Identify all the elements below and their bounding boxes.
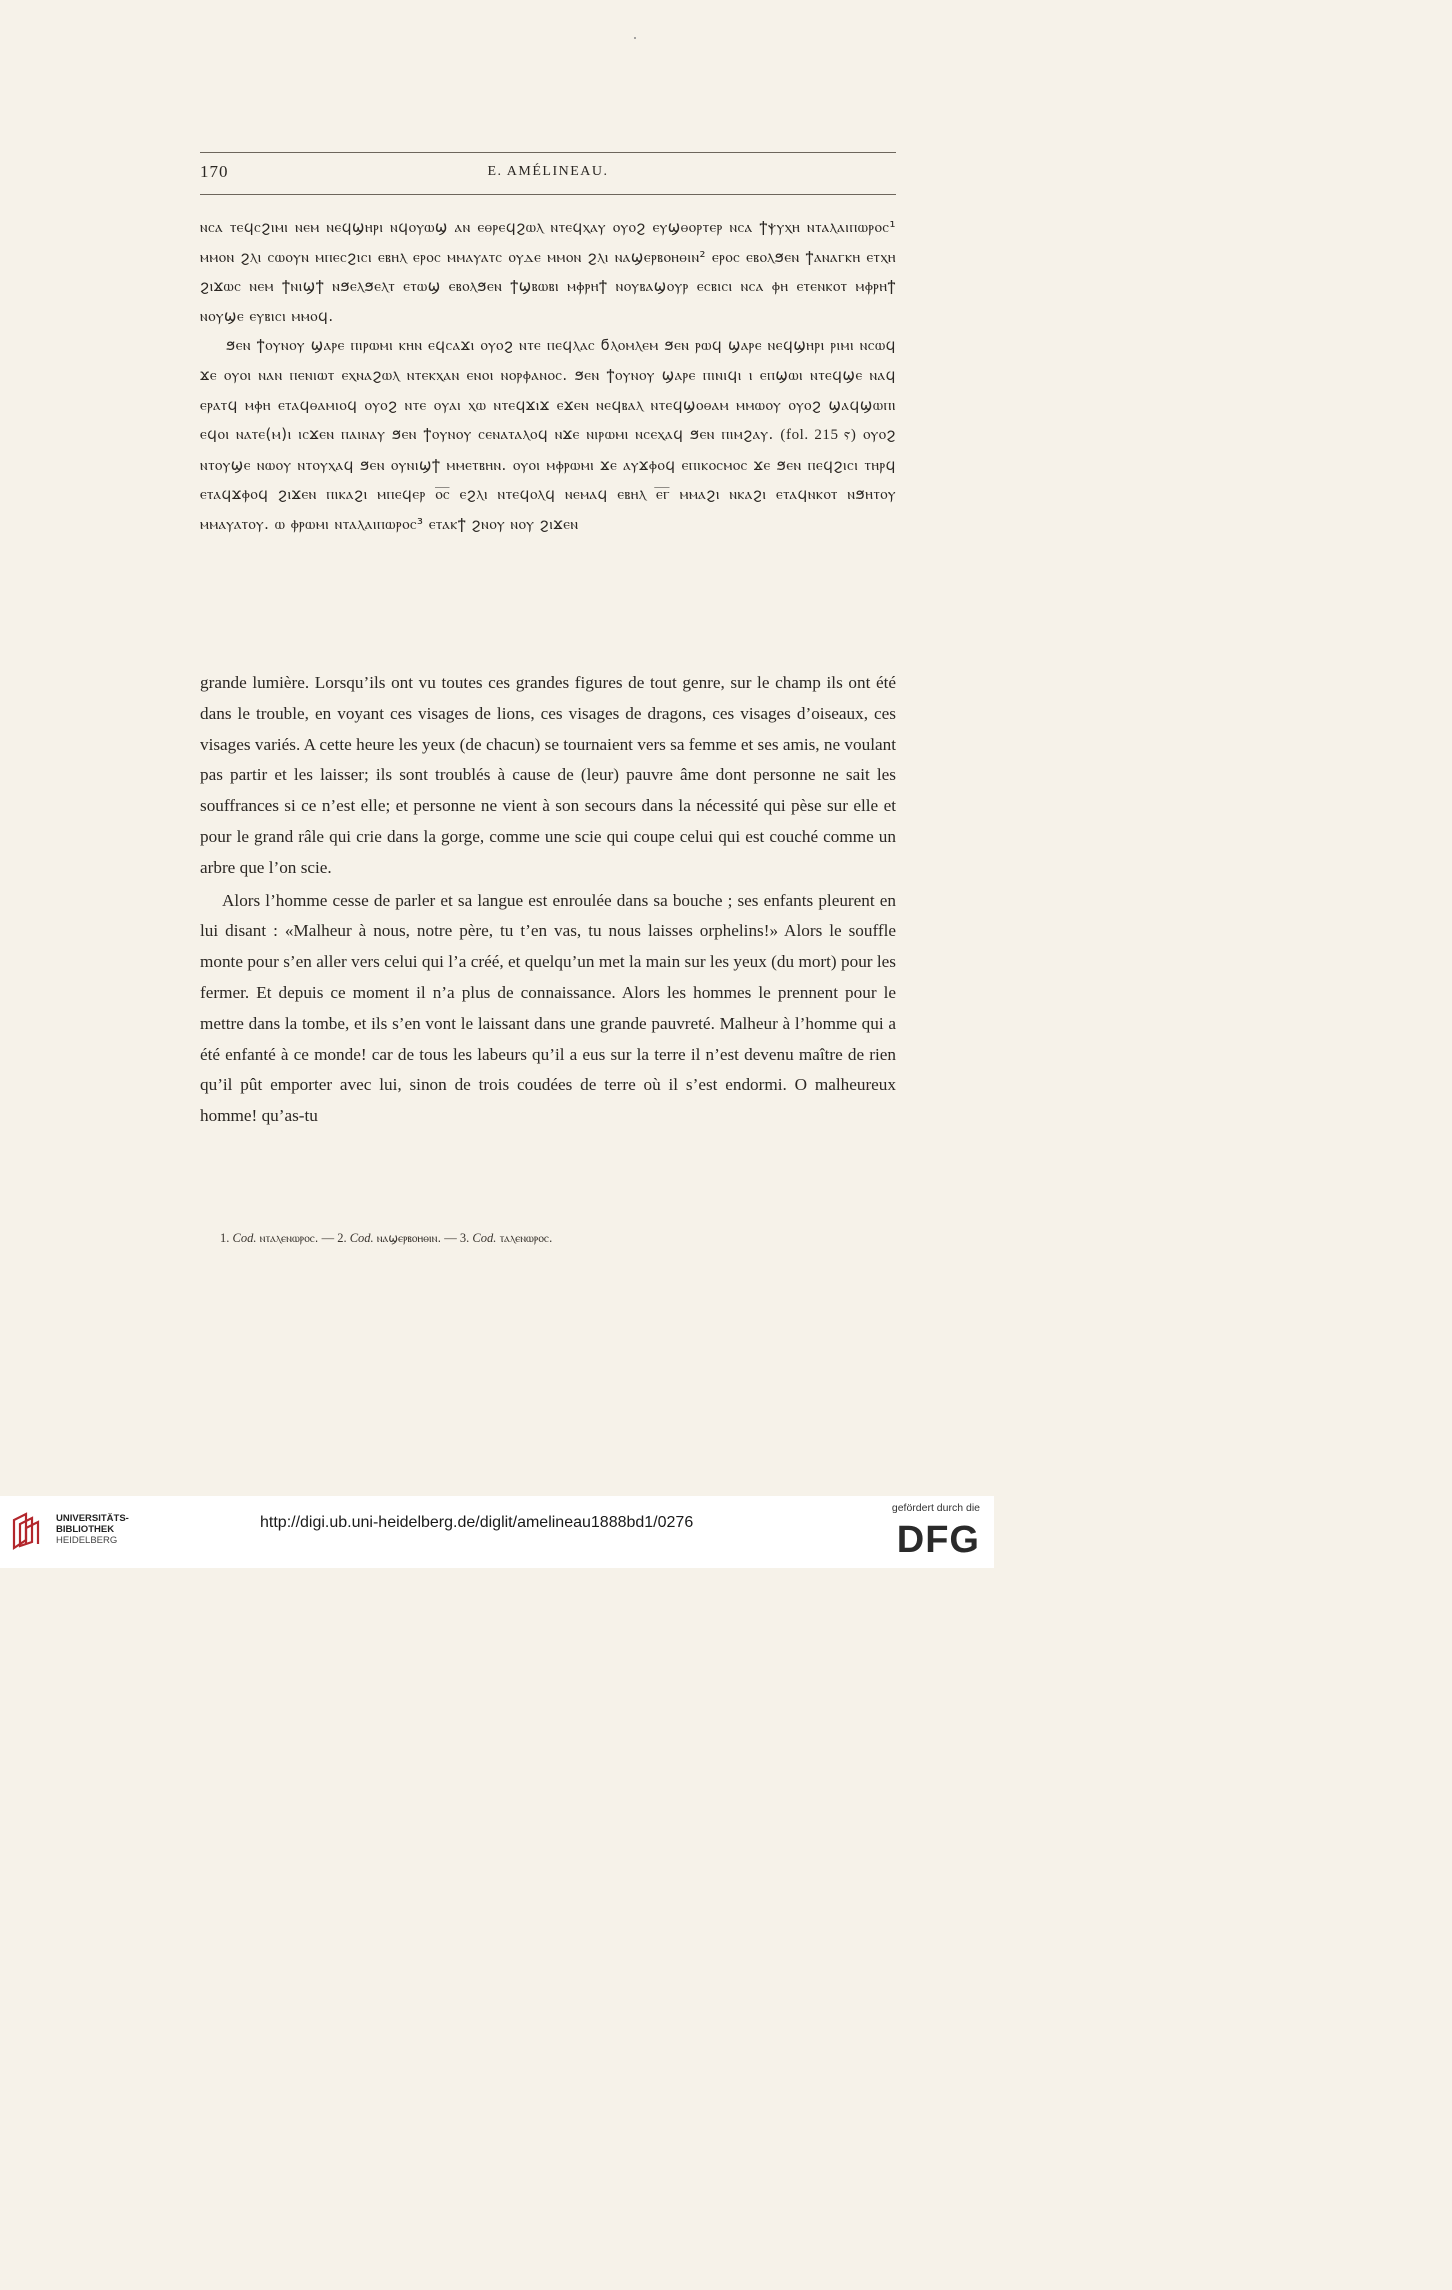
speck [634, 37, 636, 39]
footnote-3-text: ⲧⲁⲗⲉⲛⲱⲣⲟⲥ. [499, 1231, 553, 1245]
library-name-line-3: HEIDELBERG [56, 1535, 118, 1546]
coptic-paragraph-2 [200, 331, 896, 539]
header-rule [200, 194, 896, 195]
footnote-1-text: ⲛⲧⲁⲗⲉⲛⲱⲣⲟⲥ. [259, 1231, 319, 1245]
permalink-url[interactable]: http://digi.ub.uni-heidelberg.de/diglit/amelineau1888bd1/0276 [260, 1514, 694, 1531]
university-library-logo-icon[interactable] [10, 1510, 48, 1552]
coptic-text [200, 213, 896, 540]
coptic-paragraph-1: ⲛⲥⲁ ⲧⲉϥⲥϩⲓⲙⲓ ⲛⲉⲙ ⲛⲉϥϣⲏⲣⲓ ⲛϥⲟⲩⲱϣ ⲁⲛ ⲉⲑⲣⲉϥϩⲱⲗ ⲛⲧⲉϥⲭⲁⲩ ⲟⲩⲟϩ ⲉⲩϣⲑⲟⲣⲧⲉⲣ ⲛⲥⲁ ϯⲯⲩⲭⲏ ⲛⲧⲁⲗⲁⲓⲡⲱⲣⲟⲥ¹ ⲙⲙⲟⲛ ϩⲗⲓ ⲥⲱⲟⲩⲛ ⲙⲡⲉⲥϩⲓⲥⲓ ⲉⲃⲏⲗ ⲉⲣⲟⲥ ⲙⲙⲁⲩⲁⲧⲥ ⲟⲩⲇⲉ ⲙⲙⲟⲛ ϩⲗⲓ ⲛⲁϣⲉⲣⲃⲟⲏⲑⲓⲛ² ⲉⲣⲟⲥ ⲉⲃⲟⲗϧⲉⲛ ϯⲁⲛⲁⲅⲕⲏ ⲉⲧⲭⲏ ϩⲓϫⲱⲥ ⲛⲉⲙ ϯⲛⲓϣϯ ⲛϧⲉⲗϧⲉⲗⲧ ⲉⲧⲱϣ ⲉⲃⲟⲗϧⲉⲛ ϯϣⲃⲱⲃⲓ ⲙⲫⲣⲏϯ ⲛⲟⲩⲃⲁϣⲟⲩⲣ ⲉⲥⲃⲓⲥⲓ ⲛⲥⲁ ⲫⲏ ⲉⲧⲉⲛⲕⲟⲧ ⲙⲫⲣⲏϯ ⲛⲟⲩϣⲉ ⲉⲩⲃⲓⲥⲓ ⲙⲙⲟϥ. [200, 219, 896, 325]
library-name [56, 1513, 129, 1546]
dfg-logo: DFG [896, 1519, 980, 1561]
footnote-2-text: ⲛⲁϣⲉⲣⲃⲟⲏⲑⲓⲛ. [376, 1231, 442, 1245]
footnote-separator-2: — [444, 1231, 457, 1245]
document-page [0, 0, 994, 1568]
page-number: 170 [200, 162, 229, 181]
coptic-paragraph-2-end: ⲟⲩⲟϩ ⲛⲧⲟⲩϣⲉ ⲛⲱⲟⲩ ⲛⲧⲟⲩⲭⲁϥ ϧⲉⲛ ⲟⲩⲛⲓϣϯ ⲙⲙⲉⲧⲃⲏⲛ. ⲟⲩⲟⲓ ⲙⲫⲣⲱⲙⲓ ϫⲉ ⲁⲩϫⲫⲟϥ ⲉⲡⲓⲕⲟⲥⲙⲟⲥ ϫⲉ ϧⲉⲛ ⲡⲉϥϩⲓⲥⲓ ⲧⲏⲣϥ ⲉⲧⲁϥϫⲫⲟϥ ϩⲓϫⲉⲛ ⲡⲓⲕⲁϩⲓ ⲙⲡⲉϥⲉⲣ ⲟ̅ⲥ̅ ⲉϩⲗⲓ ⲛⲧⲉϥⲟⲗϥ ⲛⲉⲙⲁϥ ⲉⲃⲏⲗ ⲉ̅ⲅ̅ ⲙⲙⲁϩⲓ ⲛⲕⲁϩⲓ ⲉⲧⲁϥⲛⲕⲟⲧ ⲛϧⲏⲧⲟⲩ ⲙⲙⲁⲩⲁⲧⲟⲩ. ⲱ ⲫⲣⲱⲙⲓ ⲛⲧⲁⲗⲁⲓⲡⲱⲣⲟⲥ³ ⲉⲧⲁⲕϯ ϩⲛⲟⲩ ⲛⲟⲩ ϩⲓϫⲉⲛ [200, 426, 896, 533]
digitization-footer [0, 1496, 994, 1568]
footnote-3-cod: Cod. [472, 1231, 497, 1245]
footnote-2-cod: Cod. [349, 1231, 374, 1245]
french-paragraph-1: grande lumière. Lorsqu’ils ont vu toutes ces grandes figures de tout genre, sur le champ ils ont été dans le trouble, en voyant ces visages de lions, ces visages de dragons, ces visages d’oiseaux, ces visages variés. A cette heure les yeux (de chacun) se tournaient vers sa femme et ses amis, ne voulant pas partir et les laisser; ils sont troublés à cause de (leur) pauvre âme dont personne ne sait les souffrances si ce n’est elle; et personne ne vient à son secours dans la nécessité qui pèse sur elle et pour le grand râle qui crie dans la gorge, comme une scie qui coupe celui qui est couché comme un arbre que l’on scie. [200, 673, 896, 877]
running-head: E. AMÉLINEAU. [487, 164, 609, 179]
footnote-1-cod: Cod. [232, 1231, 257, 1245]
folio-reference: (fol. 215 ⲋ) [780, 427, 857, 444]
library-name-line-1: UNIVERSITÄTS- [56, 1513, 129, 1524]
page-header [200, 160, 896, 184]
footnote-1-number: 1. [220, 1231, 230, 1245]
library-name-line-2: BIBLIOTHEK [56, 1524, 115, 1535]
top-rule [200, 152, 896, 153]
funding-caption: gefördert durch die [891, 1502, 980, 1514]
french-paragraph-2: Alors l’homme cesse de parler et sa langue est enroulée dans sa bouche ; ses enfants pleurent en lui disant : «Malheur à nous, notre père, tu t’en vas, tu nous laisses orphelins!» Alors le souffle monte pour s’en aller vers celui qui l’a créé, et quelqu’un met la main sur les yeux (du mort) pour les fermer. Et depuis ce moment il n’a plus de connaissance. Alors les hommes le prennent pour le mettre dans la tombe, et ils s’en vont le laissant dans une grande pauvreté. Malheur à l’homme qui a été enfanté à ce monde! car de tous les labeurs qu’il a eus sur la terre il n’est devenu maître de rien qu’il pût emporter avec lui, sinon de trois coudées de terre où il s’est endormi. O malheureux homme! qu’as-tu [200, 890, 896, 1126]
footnotes [220, 1231, 896, 1246]
footnote-3-number: 3. [459, 1231, 470, 1245]
footnote-2-number: 2. [337, 1231, 347, 1245]
french-translation [200, 668, 896, 1132]
coptic-paragraph-2-start: ϧⲉⲛ ϯⲟⲩⲛⲟⲩ ϣⲁⲣⲉ ⲡⲓⲣⲱⲙⲓ ⲕⲏⲛ ⲉϥⲥⲁϫⲓ ⲟⲩⲟϩ ⲛⲧⲉ ⲡⲉϥⲗⲁⲥ ϭⲗⲟⲙⲗⲉⲙ ϧⲉⲛ ⲣⲱϥ ϣⲁⲣⲉ ⲛⲉϥϣⲏⲣⲓ ⲣⲓⲙⲓ ⲛⲥⲱϥ ϫⲉ ⲟⲩⲟⲓ ⲛⲁⲛ ⲡⲉⲛⲓⲱⲧ ⲉⲭⲛⲁϩⲱⲗ ⲛⲧⲉⲕⲭⲁⲛ ⲉⲛⲟⲓ ⲛⲟⲣⲫⲁⲛⲟⲥ. ϧⲉⲛ ϯⲟⲩⲛⲟⲩ ϣⲁⲣⲉ ⲡⲓⲛⲓϥⲓ ⲓ ⲉⲡϣⲱⲓ ⲛⲧⲉϥϣⲉ ⲛⲁϥ ⲉⲣⲁⲧϥ ⲙⲫⲏ ⲉⲧⲁϥⲑⲁⲙⲓⲟϥ ⲟⲩⲟϩ ⲛⲧⲉ ⲟⲩⲁⲓ ⲭⲱ ⲛⲧⲉϥϫⲓϫ ⲉϫⲉⲛ ⲛⲉϥⲃⲁⲗ ⲛⲧⲉϥϣⲟⲑⲁⲙ ⲙⲙⲱⲟⲩ ⲟⲩⲟϩ ϣⲁϥϣⲱⲡⲓ ⲉϥⲟⲓ ⲛⲁⲧⲉ(ⲙ)ⲓ ⲓⲥϫⲉⲛ ⲡⲁⲓⲛⲁⲩ ϧⲉⲛ ϯⲟⲩⲛⲟⲩ ⲥⲉⲛⲁⲧⲁⲗⲟϥ ⲛϫⲉ ⲛⲓⲣⲱⲙⲓ ⲛⲥⲉⲭⲁϥ ϧⲉⲛ ⲡⲓⲙϩⲁⲩ. [200, 337, 896, 444]
footnote-separator-1: — [321, 1231, 335, 1245]
